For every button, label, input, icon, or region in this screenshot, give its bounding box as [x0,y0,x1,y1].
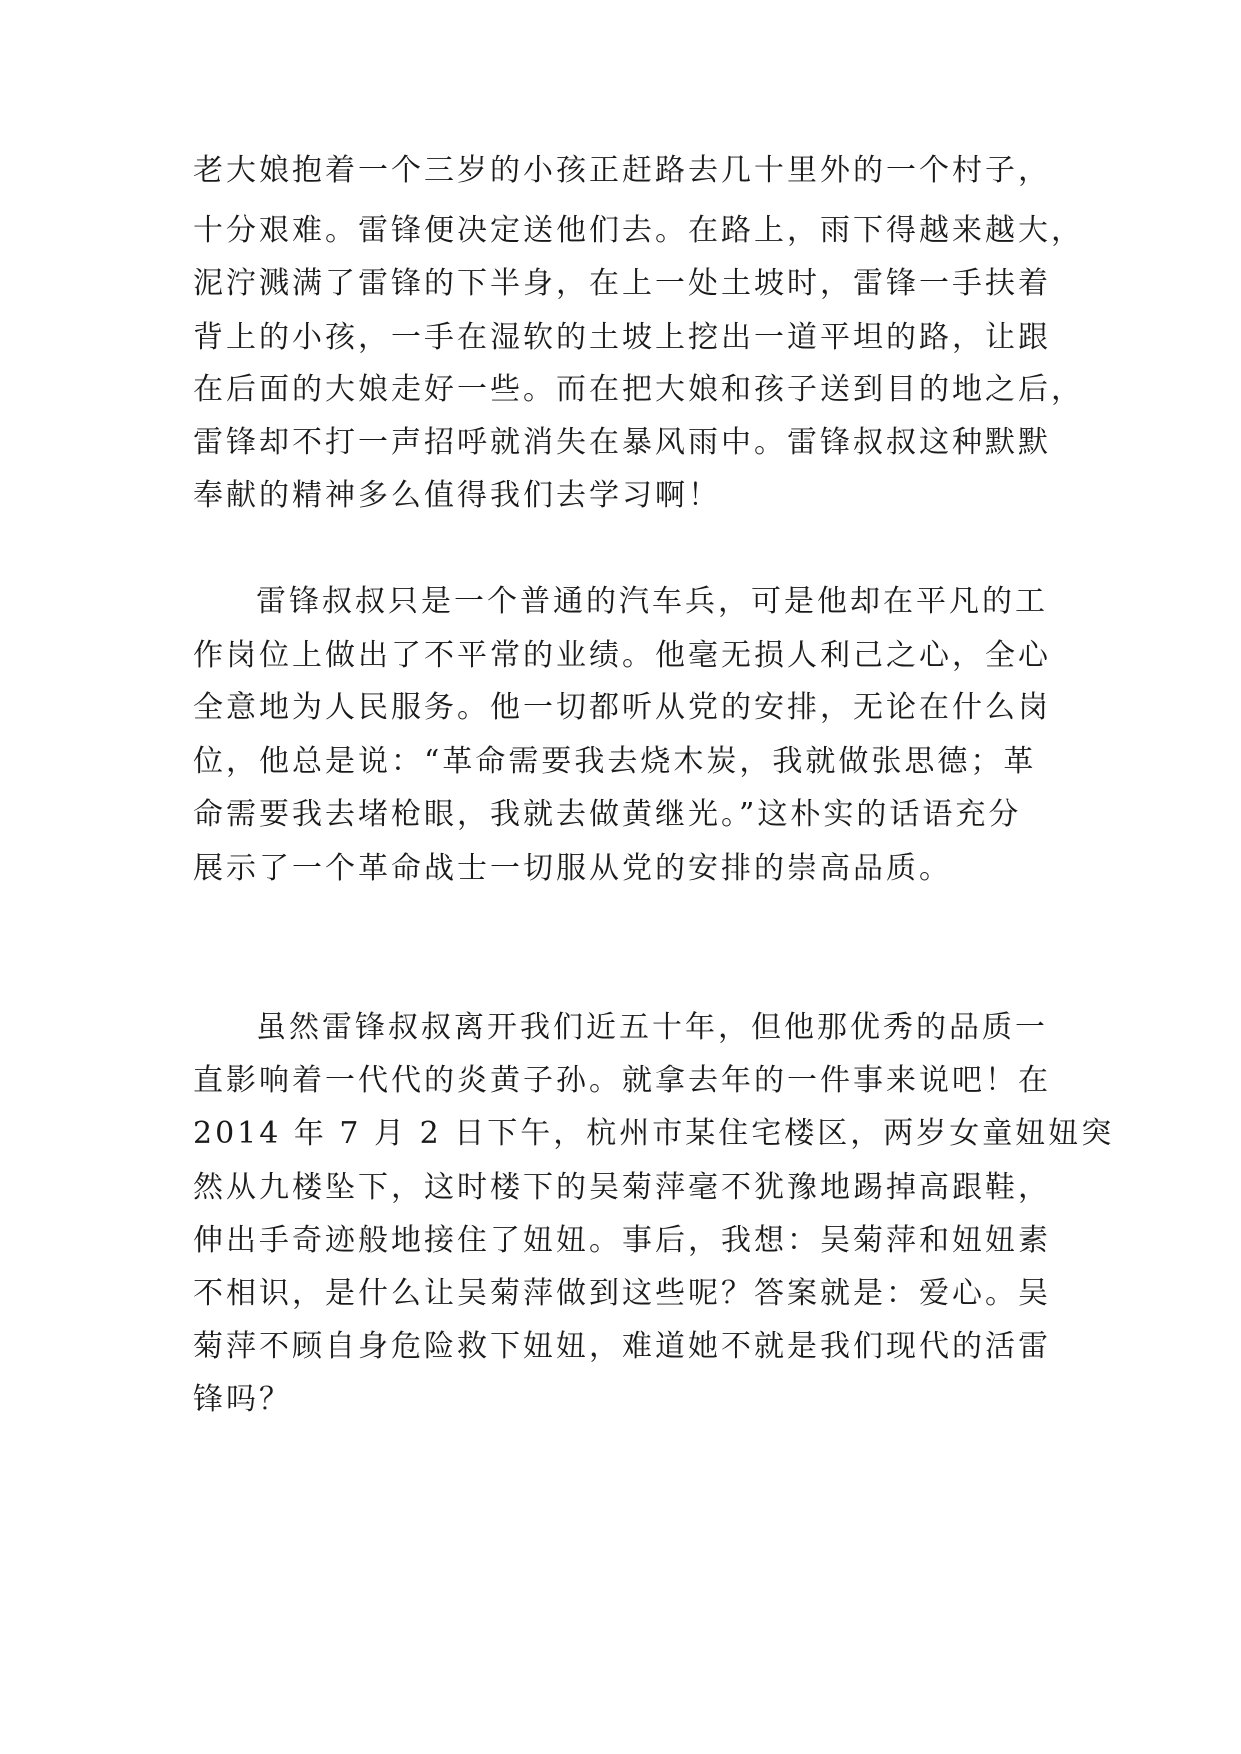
paragraph-1-line-5: 在后面的大娘走好一些。而在把大娘和孩子送到目的地之后， [193,372,1084,407]
paragraph-3-line-3: 2014 年 7 月 2 日下午，杭州市某住宅楼区，两岁女童妞妞突 [193,1116,1115,1151]
paragraph-1-line-4: 背上的小孩，一手在湿软的土坡上挖出一道平坦的路，让跟 [193,320,1051,355]
paragraph-1-line-7: 奉献的精神多么值得我们去学习啊！ [193,478,721,513]
paragraph-3-line-1: 虽然雷锋叔叔离开我们近五十年，但他那优秀的品质一 [256,1010,1048,1045]
paragraph-3-line-4: 然从九楼坠下，这时楼下的吴菊萍毫不犹豫地踢掉高跟鞋， [193,1170,1051,1205]
paragraph-2-line-3: 全意地为人民服务。他一切都听从党的安排，无论在什么岗 [193,690,1051,725]
paragraph-1-line-6: 雷锋却不打一声招呼就消失在暴风雨中。雷锋叔叔这种默默 [193,425,1051,460]
paragraph-1-line-3: 泥泞溅满了雷锋的下半身，在上一处土坡时，雷锋一手扶着 [193,266,1051,301]
paragraph-3-line-7: 菊萍不顾自身危险救下妞妞，难道她不就是我们现代的活雷 [193,1329,1051,1364]
paragraph-2-line-1: 雷锋叔叔只是一个普通的汽车兵，可是他却在平凡的工 [256,584,1048,619]
paragraph-3-line-6: 不相识，是什么让吴菊萍做到这些呢？答案就是：爱心。吴 [193,1276,1051,1311]
paragraph-1-line-1: 老大娘抱着一个三岁的小孩正赶路去几十里外的一个村子， [193,153,1051,188]
paragraph-2-line-6: 展示了一个革命战士一切服从党的安排的崇高品质。 [193,851,952,886]
paragraph-3-line-2: 直影响着一代代的炎黄子孙。就拿去年的一件事来说吧！在 [193,1063,1051,1098]
paragraph-1-line-2: 十分艰难。雷锋便决定送他们去。在路上，雨下得越来越大， [193,213,1084,248]
paragraph-2-line-2: 作岗位上做出了不平常的业绩。他毫无损人利己之心，全心 [193,638,1051,673]
paragraph-2-line-4: 位，他总是说：“革命需要我去烧木炭，我就做张思德；革 [193,744,1037,779]
paragraph-3-line-8: 锋吗？ [193,1382,292,1417]
paragraph-3-line-5: 伸出手奇迹般地接住了妞妞。事后，我想：吴菊萍和妞妞素 [193,1223,1051,1258]
paragraph-2-line-5: 命需要我去堵枪眼，我就去做黄继光。”这朴实的话语充分 [193,797,1022,832]
